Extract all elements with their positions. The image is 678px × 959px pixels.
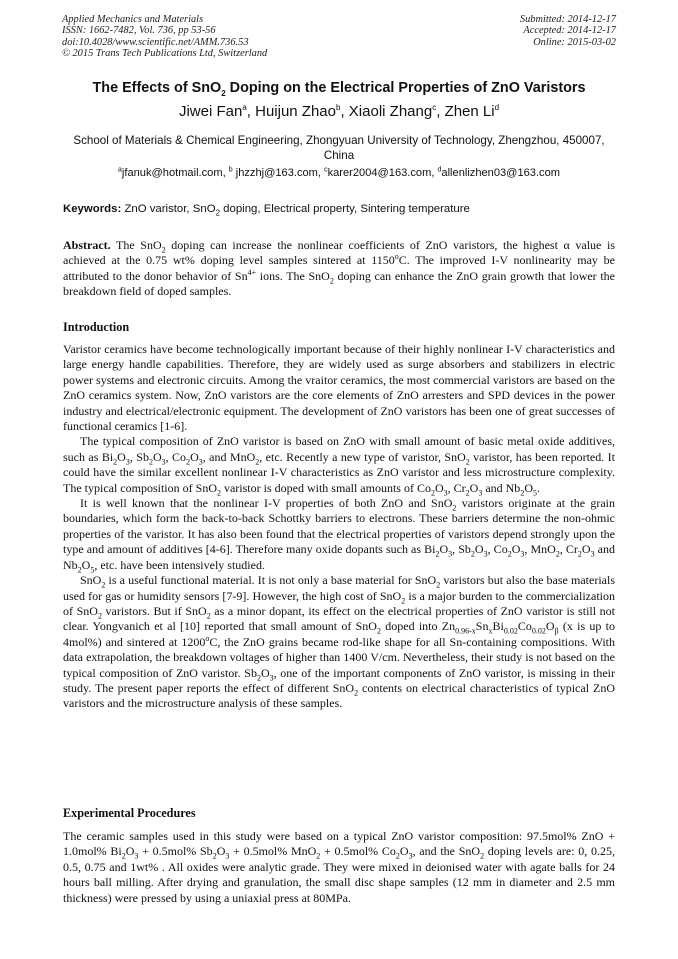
email-link[interactable]: jhzzhj@163.com, [232,167,325,179]
online-date: Online: 2015-03-02 [533,36,616,48]
title-text: The Effects of SnO [92,80,222,96]
issn: ISSN: 1662-7482, Vol. 736, pp 53-56 [62,25,216,37]
dates-header [520,14,616,48]
email-link[interactable]: jfanuk@hotmail.com, [121,167,229,179]
paragraph: The typical composition of ZnO varistor is based on ZnO with small amount of basic metal oxide additives, such as $Bi_2O_3$, $Sb_2O_3$, $Co_2O_3$, and MnO$_2$, etc. Recently a new type of varistor, SnO$_2$ varistor, has been reported. It could have the similar excellent nonlinear I-V characteristics as ZnO varistor and less microstructure complexity. The typical composition of SnO$_2$ varistor is doped with small amounts of $Co_2O_3$, $Cr_2O_3$ and $Nb_2O_5$. [63,434,615,498]
doi: doi:10.4028/www.scientific.net/AMM.736.53 [62,36,249,48]
author: Jiwei Fan$^a$, [178,103,256,120]
author-list [0,103,678,120]
experimental-body [63,829,615,906]
submitted-date: Submitted: 2014-12-17 [519,14,616,25]
section-heading-introduction: Introduction [63,320,130,334]
keywords-label: Keywords: [63,203,122,215]
abstract: Abstract. The SnO$_2$ doping can increase the nonlinear coefficients of ZnO varistors, the highest α value is achieved at the 0.75 wt% doping level samples sintered at 1150$^o$C. The improved I-V nonlinearity may be attributed to the donor behavior of $Sn^{4+}$ ions. The SnO$_2$ doping can enhance the ZnO grain growth that lower the breakdown field of doped samples. [63,238,615,299]
paragraph: The ceramic samples used in this study were based on a typical ZnO varistor composition: 97.5mol% ZnO + 1.0mol% $Bi_2O_3 + 0.5mol\%$ $Sb_2O_3 + 0.5mol\%$ MnO$_2$ + 0.5mol% $Co_2O_3$, and the SnO$_2$ doping levels are: 0, 0.25, 0.5, 0.75 and 1wt% . All oxides were analytic grade. They were mixed in deionised water with agate balls for 24 hours ball milling. After drying and granulation, the small disc shape samples (12 mm in diameter and 2.5 mm thickness) were pressed by using a uniaxial press at 80MPa. [63,829,615,905]
paper-title [0,80,678,96]
journal-header [62,14,267,60]
author: Huijun Zhao$^b$, [255,103,349,120]
paragraph: SnO$_2$ is a useful functional material. It is not only a base material for SnO$_2$ varistors but also the base materials used for gas or humidity sensors [7-9]. However, the high cost of SnO$_2$ is a major burden to the commercialization of SnO$_2$ varistors. But if SnO$_2$ as a minor dopant, its effect on the electrical properties of ZnO varistor is still not clear. Yongvanich et al [10] reported that small amount of SnO$_2$ doped into $Zn_{0.96-x}Sn_xBi_{0.02}Co_{0.02}O_\beta$ (x is up to 4mol%) and sintered at 1200$^o$C, the ZnO grains became rod-like shape for all Sn-containing compositions. With data extrapolation, the breakdown voltages of higher than 1400 V/cm. Nevertheless, their study is not based on the typical composition of ZnO varistor. $Sb_2O_3$, one of the important components of ZnO varistor, is missing in their study. The present paper reports the effect of different SnO$_2$ contents on electrical characteristics of typical ZnO varistors and the microstructure analysis of these samples. [63,573,616,711]
paragraph: Varistor ceramics have become technologically important because of their highly nonlinear I-V characteristics and large energy handle capabilities. Therefore, they are widely used as surge absorbers and stabilizers in electric power systems and electronic circuits. Among the vraitor ceramics, the most commercial varistors are based on the ZnO ceramics system. Now, ZnO varistors are the core elements of ZnO arresters and SPD devices in the power industry and electrical/electronic equipment. The development of ZnO varistors has been one of great successes of functional ceramics [1-6]. [63,342,615,434]
email-link[interactable]: allenlizhen03@163.com [441,167,560,179]
introduction-body [63,342,615,712]
affiliation: School of Materials & Chemical Engineering, Zhongyuan University of Technology, Zhengzhou, 450007, China [73,134,605,162]
author-emails: $^a$jfanuk@hotmail.com, $^b$ jhzzhj@163.com, $^c$karer2004@163.com, $^d$allenlizhen03@163.com [118,166,560,179]
email-link[interactable]: karer2004@163.com, [327,167,438,179]
copyright: © 2015 Trans Tech Publications Ltd, Switzerland [62,48,268,60]
author: Xiaoli Zhang$^c$, [348,103,445,120]
author: Zhen Li$^d$ [444,103,500,120]
journal-name: Applied Mechanics and Materials [62,14,204,25]
keywords: Keywords: ZnO varistor, SnO$_2$ doping, Electrical property, Sintering temperature [63,203,470,218]
title-text-end: Doping on the Electrical Properties of ZnO Varistors [225,80,586,96]
title-sub: 2 [221,88,226,98]
abstract-label: Abstract. [63,238,111,252]
accepted-date: Accepted: 2014-12-17 [523,25,616,37]
paragraph: It is well known that the nonlinear I-V properties of both ZnO and SnO$_2$ varistors originate at the grain boundaries, which form the back-to-back Schottky barriers to electrons. These barriers determine the non-ohmic properties of the varistor. It has also been found that the electrical properties of varistors depend strongly upon the type and amount of additives [4-6]. Therefore many oxide dopants such as $Bi_2O_3$, $Sb_2O_3$, $Co_2O_3$, MnO$_2$, $Cr_2O_3$ and $Nb_2O_5$, etc. have been intensively studied. [63,496,616,575]
section-heading-experimental: Experimental Procedures [63,806,196,820]
